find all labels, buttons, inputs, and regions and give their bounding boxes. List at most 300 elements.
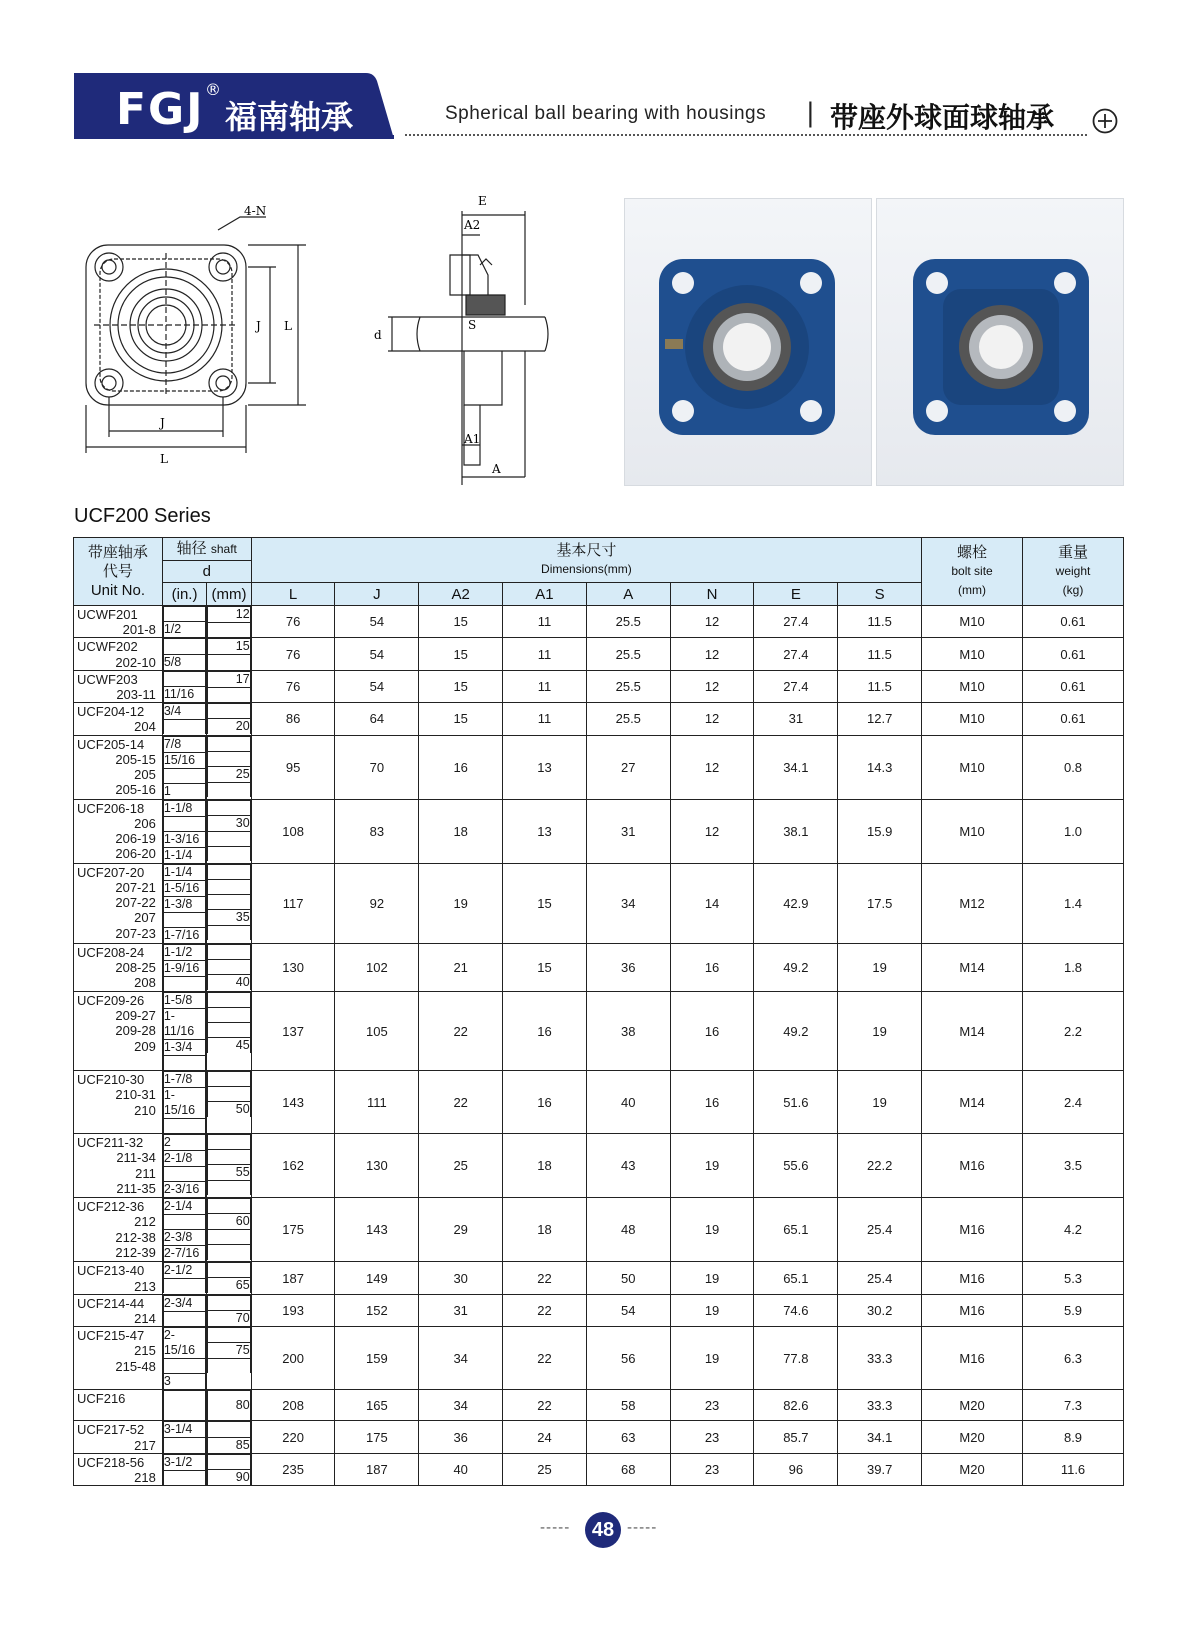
shaft-mm [208, 1181, 250, 1196]
dim-n-cell: 19 [670, 1134, 754, 1198]
shaft-mm [208, 1422, 250, 1437]
shaft-inch [163, 1279, 205, 1294]
table-row [74, 1198, 1124, 1262]
dim-e-cell: 31 [754, 703, 838, 735]
dim-j-cell: 54 [335, 638, 419, 670]
shaft-inch [163, 816, 205, 831]
dim-a2-cell: 15 [419, 638, 503, 670]
shaft-inch: 3-1/4 [163, 1422, 205, 1438]
table-row [74, 1390, 1124, 1421]
unit-no: UCF207-20 [77, 864, 145, 880]
unit-no: 206 [134, 815, 156, 831]
unit-no-cell [74, 670, 163, 702]
shaft-inch [163, 1311, 205, 1326]
dim-e-cell: 51.6 [754, 1071, 838, 1134]
dim-l-cell: 130 [251, 943, 335, 991]
unit-no: 206-19 [115, 831, 156, 847]
dim-a-cell: 25.5 [586, 670, 670, 702]
dimensions-header: 基本尺寸 Dimensions(mm) [251, 538, 921, 583]
shaft-mm [208, 1359, 250, 1374]
table-row [74, 1327, 1124, 1390]
dim-s-cell: 19 [838, 1071, 922, 1134]
dim-col-header: N [670, 583, 754, 606]
page-number: 48 [591, 1519, 615, 1541]
shaft-inch-cell [162, 1390, 206, 1421]
shaft-inch-cell [162, 1198, 206, 1262]
shaft-inch: 15/16 [163, 752, 205, 768]
bolt-cell: M20 [922, 1453, 1023, 1485]
unit-no-cell [74, 703, 163, 735]
shaft-inch: 3-1/2 [163, 1454, 205, 1470]
shaft-mm [208, 1328, 250, 1343]
shaft-inch: 2-7/16 [163, 1246, 205, 1262]
unit-no-cell [74, 1327, 163, 1390]
dim-n-cell: 19 [670, 1262, 754, 1294]
dim-a2-cell: 22 [419, 992, 503, 1071]
dim-a1-cell: 22 [503, 1390, 587, 1421]
dim-a1-cell: 18 [503, 1134, 587, 1198]
dim-a2-cell: 34 [419, 1327, 503, 1390]
weight-cell: 11.6 [1023, 1453, 1124, 1485]
shaft-inch [163, 768, 205, 783]
dim-n-cell: 12 [670, 670, 754, 702]
dim-a-cell: 25.5 [586, 703, 670, 735]
dim-j-cell: 54 [335, 606, 419, 638]
dim-j-cell: 175 [335, 1421, 419, 1453]
dim-a-cell: 68 [586, 1453, 670, 1485]
shaft-inch: 1-1/2 [163, 944, 205, 960]
bolt-header: 螺栓 bolt site (mm) [922, 538, 1023, 606]
dim-l-cell: 143 [251, 1071, 335, 1134]
table-row [74, 1421, 1124, 1453]
dim-l-cell: 137 [251, 992, 335, 1071]
shaft-inch-cell [162, 1262, 206, 1294]
plus-circle-icon [1092, 108, 1118, 134]
shaft-inch: 2-1/2 [163, 1263, 205, 1279]
dim-s-cell: 25.4 [838, 1262, 922, 1294]
dim-l-cell: 86 [251, 703, 335, 735]
dim-j-cell: 159 [335, 1327, 419, 1390]
dim-l-cell: 95 [251, 735, 335, 799]
shaft-mm-cell [207, 1134, 251, 1198]
shaft-mm: 50 [208, 1102, 250, 1118]
registered-mark: ® [205, 80, 221, 99]
shaft-inch: 1-5/16 [163, 880, 205, 896]
weight-cell: 4.2 [1023, 1198, 1124, 1262]
dim-a2-cell: 15 [419, 703, 503, 735]
unit-no-cell [74, 992, 163, 1071]
dim-l-cell: 193 [251, 1294, 335, 1326]
bolt-cell: M14 [922, 943, 1023, 991]
unit-no: 211-35 [116, 1180, 156, 1196]
unit-no-cell [74, 863, 163, 943]
weight-cell: 8.9 [1023, 1421, 1124, 1453]
shaft-mm [208, 864, 250, 879]
weight-cell: 0.8 [1023, 735, 1124, 799]
dim-a2-cell: 29 [419, 1198, 503, 1262]
shaft-inch: 1 [163, 783, 205, 799]
unit-no: 204 [134, 719, 156, 735]
dim-n-cell: 14 [670, 863, 754, 943]
shaft-inch-cell [162, 1453, 206, 1485]
shaft-inch: 2-3/16 [163, 1182, 205, 1198]
shaft-mm: 60 [208, 1214, 250, 1230]
weight-cell: 1.8 [1023, 943, 1124, 991]
weight-cell: 0.61 [1023, 606, 1124, 638]
table-row [74, 735, 1124, 799]
dim-n-cell: 19 [670, 1294, 754, 1326]
unit-no-cell [74, 1390, 163, 1421]
unit-no: 207-21 [115, 880, 156, 896]
dim-a2-cell: 34 [419, 1390, 503, 1421]
shaft-mm: 40 [208, 975, 250, 991]
shaft-mm: 25 [208, 766, 250, 782]
dim-e-cell: 34.1 [754, 735, 838, 799]
unit-no: UCF211-32 [77, 1135, 144, 1151]
dim-n-cell: 23 [670, 1453, 754, 1485]
dim-j-cell: 54 [335, 670, 419, 702]
unit-no: UCWF202 [77, 639, 138, 655]
bolt-cell: M10 [922, 703, 1023, 735]
weight-cell: 2.2 [1023, 992, 1124, 1071]
dim-s-cell: 33.3 [838, 1390, 922, 1421]
unit-no-cell [74, 735, 163, 799]
brand-name-cn: 福南轴承 [225, 98, 354, 136]
unit-no: UCF214-44 [77, 1295, 145, 1311]
shaft-mm [208, 1454, 250, 1469]
side-view-drawing [370, 195, 560, 485]
shaft-inch: 5/8 [163, 654, 205, 670]
unit-no: 202-10 [115, 654, 156, 670]
bolt-cell: M10 [922, 735, 1023, 799]
unit-no: UCF209-26 [77, 993, 145, 1008]
dim-l-cell: 162 [251, 1134, 335, 1198]
shaft-mm: 45 [208, 1038, 250, 1054]
inch-header: (in.) [162, 583, 206, 606]
weight-cell: 6.3 [1023, 1327, 1124, 1390]
dim-s-cell: 33.3 [838, 1327, 922, 1390]
table-row [74, 1294, 1124, 1326]
dim-a1-cell: 11 [503, 703, 587, 735]
unit-no: UCWF203 [77, 671, 138, 687]
unit-no: 209-27 [115, 1008, 156, 1024]
dim-a1-cell: 22 [503, 1262, 587, 1294]
unit-no: 209-28 [115, 1023, 156, 1039]
weight-cell: 0.61 [1023, 703, 1124, 735]
shaft-mm-cell [207, 1453, 251, 1485]
shaft-inch [163, 1438, 205, 1453]
shaft-mm-cell [207, 1198, 251, 1262]
shaft-mm [208, 1008, 250, 1023]
dim-e-cell: 55.6 [754, 1134, 838, 1198]
unit-no-cell [74, 799, 163, 863]
dim-col-header: J [335, 583, 419, 606]
shaft-mm [208, 1023, 250, 1038]
unit-no: UCF213-40 [77, 1263, 145, 1279]
shaft-mm-cell [207, 1390, 251, 1421]
dim-a-cell: 48 [586, 1198, 670, 1262]
dim-s-cell: 19 [838, 992, 922, 1071]
shaft-mm: 55 [208, 1165, 250, 1181]
shaft-mm-cell [207, 1327, 251, 1390]
shaft-inch-cell [162, 606, 206, 638]
dim-a2-cell: 40 [419, 1453, 503, 1485]
shaft-inch: 2-1/8 [163, 1151, 205, 1167]
header-separator: | [806, 98, 815, 128]
shaft-mm-cell [207, 1294, 251, 1326]
dim-e-cell: 77.8 [754, 1327, 838, 1390]
shaft-mm [208, 655, 250, 670]
shaft-inch-cell [162, 992, 206, 1071]
shaft-mm-cell [207, 670, 251, 702]
bolt-cell: M10 [922, 670, 1023, 702]
shaft-inch [163, 671, 205, 686]
shaft-inch [163, 639, 205, 654]
shaft-inch-cell [162, 1071, 206, 1134]
shaft-mm-cell [207, 943, 251, 991]
unit-no: 215-48 [115, 1358, 156, 1374]
weight-header: 重量 weight (kg) [1023, 538, 1124, 606]
header-dotted-rule [405, 134, 1087, 136]
dim-e-cell: 49.2 [754, 992, 838, 1071]
dim-a-cell: 43 [586, 1134, 670, 1198]
series-title: UCF200 Series [74, 505, 211, 527]
unit-header: 带座轴承 代号 Unit No. [74, 538, 163, 606]
spec-table [73, 537, 1124, 1486]
table-row [74, 943, 1124, 991]
dim-e-cell: 65.1 [754, 1198, 838, 1262]
dim-a1-cell: 11 [503, 670, 587, 702]
unit-no: UCF212-36 [77, 1199, 145, 1215]
shaft-inch-cell [162, 638, 206, 670]
unit-no-cell [74, 1134, 163, 1198]
dim-l-cell: 76 [251, 670, 335, 702]
shaft-inch-cell [162, 735, 206, 799]
dim-n-cell: 23 [670, 1390, 754, 1421]
dim-a2-cell: 30 [419, 1262, 503, 1294]
bolt-cell: M20 [922, 1390, 1023, 1421]
dim-e-cell: 27.4 [754, 670, 838, 702]
dash-right: ----- [627, 1520, 658, 1536]
shaft-inch-cell [162, 1327, 206, 1390]
dim-col-header: L [251, 583, 335, 606]
shaft-inch [163, 1215, 205, 1230]
unit-no: 205 [134, 767, 156, 783]
dim-a2-cell: 22 [419, 1071, 503, 1134]
shaft-mm [208, 704, 250, 719]
dim-e-cell: 38.1 [754, 799, 838, 863]
unit-no: 205-16 [115, 782, 156, 798]
page-number-block [540, 1512, 660, 1548]
dim-s-cell: 39.7 [838, 1453, 922, 1485]
unit-no: 209 [134, 1038, 156, 1054]
dim-l-cell: 220 [251, 1421, 335, 1453]
header-title-cn: 带座外球面球轴承 [830, 101, 1055, 134]
unit-no: 214 [134, 1310, 156, 1326]
side-label-a: A [492, 462, 501, 476]
shaft-d-header: d [162, 561, 251, 583]
shaft-mm [208, 1087, 250, 1102]
shaft-inch: 7/8 [163, 736, 205, 752]
dim-j-cell: 130 [335, 1134, 419, 1198]
shaft-mm [208, 782, 250, 797]
shaft-inch [163, 1391, 205, 1421]
side-label-s: S [468, 318, 477, 332]
front-label-l-vertical: L [284, 319, 292, 333]
shaft-inch: 1-1/4 [163, 847, 205, 863]
unit-no: UCF205-14 [77, 736, 145, 752]
dim-a-cell: 38 [586, 992, 670, 1071]
shaft-mm-cell [207, 735, 251, 799]
dim-n-cell: 12 [670, 735, 754, 799]
weight-cell: 3.5 [1023, 1134, 1124, 1198]
dim-e-cell: 82.6 [754, 1390, 838, 1421]
unit-no: UCF206-18 [77, 800, 145, 816]
shaft-mm: 30 [208, 815, 250, 831]
shaft-inch: 3 [163, 1374, 205, 1390]
unit-no: 211-34 [116, 1150, 156, 1166]
dim-j-cell: 152 [335, 1294, 419, 1326]
shaft-mm [208, 623, 250, 638]
dim-a1-cell: 13 [503, 799, 587, 863]
dim-l-cell: 208 [251, 1390, 335, 1421]
shaft-mm [208, 1199, 250, 1214]
shaft-inch-cell [162, 863, 206, 943]
shaft-inch-cell [162, 1134, 206, 1198]
side-label-e: E [478, 195, 487, 208]
shaft-inch: 1-7/8 [163, 1072, 205, 1088]
shaft-mm [208, 895, 250, 910]
dim-s-cell: 12.7 [838, 703, 922, 735]
bolt-cell: M14 [922, 992, 1023, 1071]
dim-a-cell: 31 [586, 799, 670, 863]
shaft-inch: 2-15/16 [163, 1328, 205, 1359]
side-label-d: d [374, 328, 382, 342]
dim-a1-cell: 22 [503, 1294, 587, 1326]
shaft-inch-cell [162, 1421, 206, 1453]
shaft-inch [163, 1056, 205, 1071]
bolt-cell: M10 [922, 638, 1023, 670]
dim-e-cell: 65.1 [754, 1262, 838, 1294]
weight-cell: 2.4 [1023, 1071, 1124, 1134]
dim-e-cell: 27.4 [754, 638, 838, 670]
side-label-a1: A1 [464, 432, 481, 446]
shaft-inch [163, 912, 205, 927]
dim-l-cell: 187 [251, 1262, 335, 1294]
weight-cell: 5.3 [1023, 1262, 1124, 1294]
table-row [74, 638, 1124, 670]
bolt-cell: M16 [922, 1198, 1023, 1262]
dim-a1-cell: 11 [503, 606, 587, 638]
table-row [74, 863, 1124, 943]
shaft-inch: 1-3/8 [163, 896, 205, 912]
dim-e-cell: 27.4 [754, 606, 838, 638]
dim-a1-cell: 18 [503, 1198, 587, 1262]
dim-s-cell: 15.9 [838, 799, 922, 863]
shaft-mm [208, 926, 250, 941]
unit-no-cell [74, 943, 163, 991]
unit-no: 217 [134, 1437, 156, 1453]
dim-l-cell: 235 [251, 1453, 335, 1485]
dim-j-cell: 111 [335, 1071, 419, 1134]
shaft-mm: 85 [208, 1437, 250, 1453]
shaft-mm-cell [207, 1262, 251, 1294]
table-row [74, 992, 1124, 1071]
bolt-cell: M20 [922, 1421, 1023, 1453]
dim-n-cell: 16 [670, 943, 754, 991]
bolt-cell: M16 [922, 1327, 1023, 1390]
shaft-mm-cell [207, 1071, 251, 1134]
dim-n-cell: 19 [670, 1327, 754, 1390]
unit-no-cell [74, 1071, 163, 1134]
shaft-inch: 2 [163, 1135, 205, 1151]
unit-no: UCF217-52 [77, 1422, 145, 1438]
unit-no-cell [74, 606, 163, 638]
front-label-l-horizontal: L [160, 452, 168, 466]
front-label-j-vertical: J [256, 319, 261, 333]
dim-e-cell: 49.2 [754, 943, 838, 991]
dim-a-cell: 25.5 [586, 606, 670, 638]
dim-a-cell: 36 [586, 943, 670, 991]
shaft-inch: 1-7/16 [163, 927, 205, 943]
dim-a1-cell: 13 [503, 735, 587, 799]
dim-a-cell: 50 [586, 1262, 670, 1294]
shaft-mm [208, 960, 250, 975]
product-photo-front [624, 198, 872, 486]
shaft-inch: 1-15/16 [163, 1088, 205, 1119]
dim-a1-cell: 16 [503, 1071, 587, 1134]
header-title-en: Spherical ball bearing with housings [445, 103, 767, 124]
unit-no: 212 [134, 1214, 156, 1230]
dim-s-cell: 25.4 [838, 1198, 922, 1262]
dim-s-cell: 11.5 [838, 606, 922, 638]
dim-l-cell: 175 [251, 1198, 335, 1262]
unit-no: 215 [134, 1343, 156, 1359]
front-view-drawing [78, 205, 318, 480]
dim-j-cell: 64 [335, 703, 419, 735]
dim-a2-cell: 31 [419, 1294, 503, 1326]
shaft-inch [163, 976, 205, 991]
dim-a1-cell: 24 [503, 1421, 587, 1453]
dim-n-cell: 12 [670, 638, 754, 670]
shaft-inch: 1-5/8 [163, 993, 205, 1009]
dim-s-cell: 22.2 [838, 1134, 922, 1198]
brand-logo: FGJ [116, 84, 205, 135]
unit-no: UCF208-24 [77, 944, 145, 960]
dim-n-cell: 16 [670, 992, 754, 1071]
shaft-mm [208, 1135, 250, 1150]
shaft-mm: 20 [208, 719, 250, 735]
dim-a-cell: 54 [586, 1294, 670, 1326]
shaft-inch: 1-9/16 [163, 960, 205, 976]
shaft-inch: 2-3/8 [163, 1230, 205, 1246]
shaft-inch [163, 607, 205, 622]
dim-l-cell: 200 [251, 1327, 335, 1390]
bolt-cell: M16 [922, 1134, 1023, 1198]
shaft-inch: 1-3/16 [163, 831, 205, 847]
dim-a2-cell: 36 [419, 1421, 503, 1453]
shaft-mm-cell [207, 992, 251, 1071]
unit-no: 208 [134, 975, 156, 991]
unit-no: 210-31 [115, 1087, 156, 1103]
dim-l-cell: 76 [251, 638, 335, 670]
shaft-mm: 80 [208, 1391, 250, 1421]
shaft-mm-cell [207, 1421, 251, 1453]
unit-no: 212-39 [115, 1244, 156, 1260]
shaft-mm [208, 993, 250, 1008]
shaft-inch: 1-1/4 [163, 864, 205, 880]
table-row [74, 606, 1124, 638]
